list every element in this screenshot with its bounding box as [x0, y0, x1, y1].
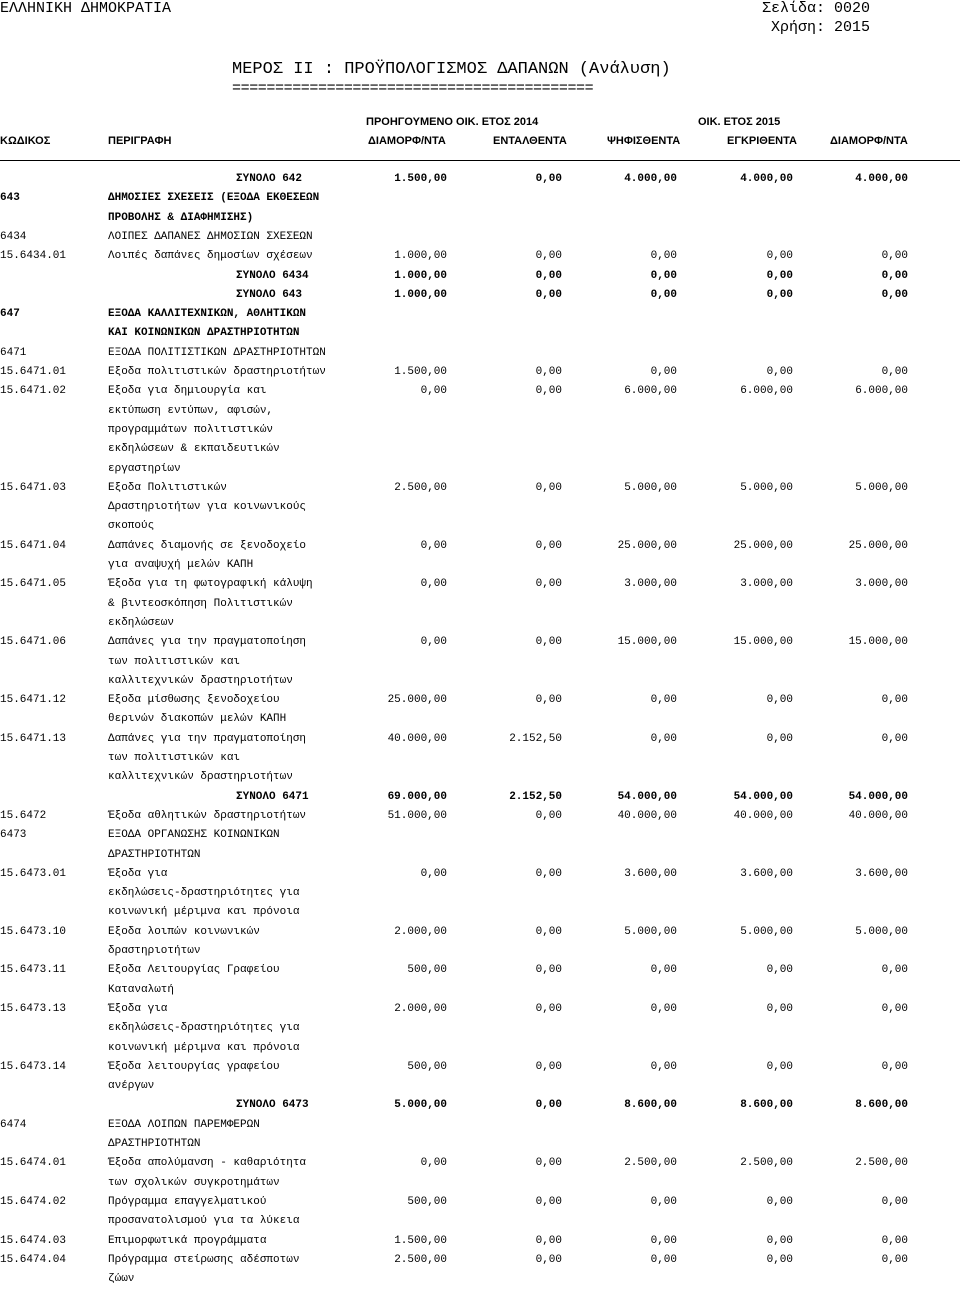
amount-cell: 2.500,00 — [394, 481, 447, 494]
col-header-desc: ΠΕΡΙΓΡΑΦΗ — [108, 135, 172, 147]
amount-cell: 0,00 — [650, 366, 677, 378]
table-row — [0, 556, 960, 575]
table-row — [0, 1154, 960, 1173]
amount-cell: 69.000,00 — [387, 790, 447, 803]
row-description: ζώων — [108, 1273, 135, 1286]
amount-cell: 25.000,00 — [617, 539, 677, 552]
header-divider — [0, 160, 960, 161]
amount-cell: 5.000,00 — [624, 925, 677, 938]
table-row — [0, 826, 960, 845]
amount-cell: 0,00 — [766, 1060, 793, 1073]
amount-cell: 0,00 — [535, 867, 562, 880]
amount-cell: 0,00 — [650, 732, 677, 745]
row-code: 15.6471.13 — [0, 732, 67, 745]
amount-cell: 1.000,00 — [394, 288, 447, 301]
row-description: Δαπάνες για την πραγματοποίηση — [108, 636, 307, 649]
total-row — [0, 267, 960, 286]
amount-cell: 3.000,00 — [855, 578, 908, 591]
table-row — [0, 595, 960, 614]
row-description: για αναψυχή μελών ΚΑΠΗ — [108, 559, 254, 571]
amount-cell: 0,00 — [535, 250, 562, 263]
row-description: θερινών διακοπών μελών ΚΑΠΗ — [108, 713, 287, 726]
row-description: εκδηλώσεις-δραστηριότητες για — [108, 1022, 300, 1035]
amount-cell: 0,00 — [535, 964, 562, 977]
table-row — [0, 1174, 960, 1193]
amount-cell: 54.000,00 — [848, 790, 908, 803]
col-header-prev-modified: ΔΙΑΜΟΡΦ/ΝΤΑ — [368, 135, 446, 147]
row-description: Εξοδα για δημιουργία και — [108, 385, 267, 398]
row-description: Έξοδα για — [108, 1002, 168, 1015]
amount-cell: 0,00 — [420, 539, 447, 552]
amount-cell: 1.500,00 — [394, 366, 447, 378]
row-description: Δραστηριοτήτων για κοινωνικούς — [108, 501, 307, 514]
row-code: 15.6471.06 — [0, 636, 67, 649]
cur-year-label: ΟΙΚ. ΕΤΟΣ 2015 — [698, 116, 781, 128]
table-row — [0, 807, 960, 826]
table-row — [0, 1193, 960, 1212]
table-row — [0, 672, 960, 691]
amount-cell: 0,00 — [881, 1195, 908, 1208]
row-description: ΚΑΙ ΚΟΙΝΩΝΙΚΩΝ ΔΡΑΣΤΗΡΙΟΤΗΤΩΝ — [108, 327, 300, 340]
row-description: Καταναλωτή — [108, 983, 175, 996]
amount-cell: 2.500,00 — [855, 1157, 908, 1170]
amount-cell: 2.500,00 — [394, 1253, 447, 1266]
row-code: 15.6473.10 — [0, 925, 67, 938]
amount-cell: 5.000,00 — [855, 925, 908, 938]
table-row — [0, 479, 960, 498]
table-row — [0, 440, 960, 459]
table-row — [0, 633, 960, 652]
total-label: ΣΥΝΟΛΟ 6473 — [236, 1099, 309, 1112]
amount-cell: 500,00 — [407, 964, 447, 977]
amount-cell: 500,00 — [407, 1195, 447, 1208]
table-row — [0, 942, 960, 961]
table-row — [0, 730, 960, 749]
amount-cell: 0,00 — [535, 1002, 562, 1015]
row-code: 6474 — [0, 1118, 27, 1131]
amount-cell: 0,00 — [766, 366, 793, 378]
row-description: Εξοδα λοιπών κοινωνικών — [108, 925, 260, 938]
amount-cell: 0,00 — [766, 964, 793, 977]
table-row — [0, 1077, 960, 1096]
row-description: σκοπούς — [108, 520, 155, 533]
amount-cell: 5.000,00 — [740, 925, 793, 938]
table-row — [0, 884, 960, 903]
amount-cell: 0,00 — [650, 1253, 677, 1266]
amount-cell: 1.000,00 — [394, 250, 447, 263]
row-description: των πολιτιστικών και — [108, 655, 241, 668]
row-description: Έξοδα απολύμανση - καθαριότητα — [108, 1157, 307, 1170]
row-description: ΕΞΟΔΑ ΛΟΙΠΩΝ ΠΑΡΕΜΦΕΡΩΝ — [108, 1118, 260, 1131]
amount-cell: 0,00 — [535, 385, 562, 398]
table-row — [0, 653, 960, 672]
row-code: 15.6474.03 — [0, 1234, 67, 1247]
amount-cell: 5.000,00 — [624, 481, 677, 494]
amount-cell: 5.000,00 — [855, 481, 908, 494]
row-description: προσανατολισμού για τα λύκεια — [108, 1215, 300, 1228]
row-code: 6473 — [0, 829, 27, 842]
amount-cell: 0,00 — [881, 1060, 908, 1073]
amount-cell: 0,00 — [766, 694, 793, 707]
amount-cell: 6.000,00 — [855, 385, 908, 398]
row-description: ΕΞΟΔΑ ΟΡΓΑΝΩΣΗΣ ΚΟΙΝΩΝΙΚΩΝ — [108, 829, 280, 842]
table-row — [0, 402, 960, 421]
row-description: εκδηλώσεων & εκπαιδευτικών — [108, 443, 280, 456]
table-row — [0, 460, 960, 479]
amount-cell: 0,00 — [650, 694, 677, 707]
amount-cell: 0,00 — [535, 925, 562, 938]
amount-cell: 1.000,00 — [394, 269, 447, 282]
header-country: ΕΛΛΗΝΙΚΗ ΔΗΜΟΚΡΑΤΙΑ — [0, 0, 172, 17]
row-code: 15.6472 — [0, 809, 47, 822]
amount-cell: 0,00 — [535, 1195, 562, 1208]
row-code: 15.6471.04 — [0, 539, 67, 552]
table-row — [0, 981, 960, 1000]
amount-cell: 0,00 — [881, 366, 908, 378]
row-code: 15.6474.01 — [0, 1157, 67, 1170]
amount-cell: 0,00 — [535, 481, 562, 494]
row-description: Έξοδα λειτουργίας γραφείου — [108, 1060, 280, 1073]
row-description: Έξοδα για — [108, 867, 168, 880]
amount-cell: 0,00 — [535, 539, 562, 552]
row-description: εκδηλώσεων — [108, 616, 175, 629]
amount-cell: 0,00 — [535, 1253, 562, 1266]
amount-cell: 54.000,00 — [617, 790, 677, 803]
title-underline: ========================================== — [232, 80, 594, 97]
amount-cell: 40.000,00 — [617, 809, 677, 822]
amount-cell: 0,00 — [881, 1253, 908, 1266]
amount-cell: 3.000,00 — [740, 578, 793, 591]
row-description: Έξοδα αθλητικών δραστηριοτήτων — [108, 809, 307, 822]
amount-cell: 0,00 — [535, 269, 562, 282]
amount-cell: 15.000,00 — [848, 636, 908, 649]
total-label: ΣΥΝΟΛΟ 6471 — [236, 790, 309, 803]
amount-cell: 0,00 — [535, 809, 562, 822]
row-description: κοινωνική μέριμνα και πρόνοια — [108, 906, 300, 919]
amount-cell: 0,00 — [420, 1157, 447, 1170]
table-row — [0, 537, 960, 556]
col-header-cur-modified: ΔΙΑΜΟΡΦ/ΝΤΑ — [830, 135, 908, 147]
amount-cell: 0,00 — [420, 636, 447, 649]
amount-cell: 4.000,00 — [855, 173, 908, 185]
col-header-approved: ΕΓΚΡΙΘΕΝΤΑ — [727, 135, 797, 147]
amount-cell: 0,00 — [766, 1253, 793, 1266]
table-row — [0, 710, 960, 729]
total-row — [0, 788, 960, 807]
amount-cell: 0,00 — [535, 366, 562, 378]
table-row — [0, 189, 960, 208]
amount-cell: 0,00 — [766, 269, 793, 282]
row-code: 15.6471.01 — [0, 366, 67, 378]
table-row — [0, 1232, 960, 1251]
amount-cell: 0,00 — [766, 288, 793, 301]
amount-cell: 15.000,00 — [617, 636, 677, 649]
row-description: Εξοδα πολιτιστικών δραστηριοτήτων — [108, 366, 326, 378]
amount-cell: 0,00 — [881, 1234, 908, 1247]
table-row — [0, 382, 960, 401]
amount-cell: 500,00 — [407, 1060, 447, 1073]
total-row — [0, 1096, 960, 1115]
row-code: 15.6474.02 — [0, 1195, 67, 1208]
amount-cell: 8.600,00 — [740, 1099, 793, 1112]
prev-year-label: ΠΡΟΗΓΟΥΜΕΝΟ ΟΙΚ. ΕΤΟΣ 2014 — [366, 116, 539, 128]
table-row — [0, 865, 960, 884]
amount-cell: 3.600,00 — [855, 867, 908, 880]
row-code: 6471 — [0, 346, 27, 359]
amount-cell: 2.000,00 — [394, 1002, 447, 1015]
header-fiscal-year: Χρήση: 2015 — [770, 19, 870, 36]
table-row — [0, 903, 960, 922]
amount-cell: 2.500,00 — [740, 1157, 793, 1170]
amount-cell: 54.000,00 — [733, 790, 793, 803]
amount-cell: 51.000,00 — [387, 809, 447, 822]
col-header-voted: ΨΗΦΙΣΘΕΝΤΑ — [607, 135, 681, 147]
table-row — [0, 1212, 960, 1231]
row-description: & βιντεοσκόπηση Πολιτιστικών — [108, 597, 293, 610]
amount-cell: 4.000,00 — [740, 173, 793, 185]
row-code: 15.6471.12 — [0, 694, 67, 707]
row-description: Εξοδα μίσθωσης ξενοδοχείου — [108, 694, 280, 707]
amount-cell: 40.000,00 — [387, 732, 447, 745]
table-row — [0, 923, 960, 942]
amount-cell: 0,00 — [766, 1234, 793, 1247]
row-description: Επιμορφωτικά προγράμματα — [108, 1234, 267, 1247]
row-code: 647 — [0, 308, 20, 321]
amount-cell: 25.000,00 — [848, 539, 908, 552]
table-row — [0, 846, 960, 865]
amount-cell: 5.000,00 — [740, 481, 793, 494]
row-code: 643 — [0, 192, 20, 205]
header-page-number: Σελίδα: 0020 — [761, 0, 870, 17]
row-code: 6434 — [0, 230, 27, 243]
row-description: Εξοδα Πολιτιστικών — [108, 481, 227, 494]
amount-cell: 0,00 — [766, 1195, 793, 1208]
row-code: 15.6471.05 — [0, 578, 67, 591]
amount-cell: 0,00 — [881, 288, 908, 301]
row-code: 15.6473.01 — [0, 867, 67, 880]
amount-cell: 6.000,00 — [740, 385, 793, 398]
amount-cell: 0,00 — [881, 964, 908, 977]
row-description: κοινωνική μέριμνα και πρόνοια — [108, 1041, 300, 1054]
row-code: 15.6473.13 — [0, 1002, 67, 1015]
amount-cell: 4.000,00 — [624, 173, 677, 185]
amount-cell: 8.600,00 — [624, 1099, 677, 1112]
row-description: εκτύπωση εντύπων, αφισών, — [108, 404, 274, 417]
amount-cell: 15.000,00 — [733, 636, 793, 649]
col-header-code: ΚΩΔΙΚΟΣ — [0, 135, 51, 147]
amount-cell: 0,00 — [881, 732, 908, 745]
total-label: ΣΥΝΟΛΟ 642 — [236, 173, 303, 185]
row-description: ΔΡΑΣΤΗΡΙΟΤΗΤΩΝ — [108, 1138, 201, 1150]
amount-cell: 2.000,00 — [394, 925, 447, 938]
row-description: Πρόγραμμα στείρωσης αδέσποτων — [108, 1253, 300, 1266]
amount-cell: 0,00 — [881, 1002, 908, 1015]
amount-cell: 0,00 — [535, 1060, 562, 1073]
table-row — [0, 421, 960, 440]
amount-cell: 0,00 — [881, 250, 908, 263]
amount-cell: 0,00 — [766, 732, 793, 745]
row-description: ΔΡΑΣΤΗΡΙΟΤΗΤΩΝ — [108, 848, 201, 861]
row-description: ΛΟΙΠΕΣ ΔΑΠΑΝΕΣ ΔΗΜΟΣΙΩΝ ΣΧΕΣΕΩΝ — [108, 230, 313, 243]
table-row — [0, 517, 960, 536]
row-code: 15.6473.14 — [0, 1060, 67, 1073]
amount-cell: 3.000,00 — [624, 578, 677, 591]
table-row — [0, 1058, 960, 1077]
table-row — [0, 614, 960, 633]
table-row — [0, 961, 960, 980]
amount-cell: 0,00 — [535, 173, 562, 185]
row-description: Δαπάνες για την πραγματοποίηση — [108, 732, 307, 745]
amount-cell: 1.500,00 — [394, 173, 447, 185]
amount-cell: 0,00 — [650, 1195, 677, 1208]
amount-cell: 0,00 — [420, 385, 447, 398]
total-label: ΣΥΝΟΛΟ 6434 — [236, 269, 309, 282]
amount-cell: 1.500,00 — [394, 1234, 447, 1247]
table-row — [0, 1039, 960, 1058]
amount-cell: 0,00 — [420, 578, 447, 591]
amount-cell: 0,00 — [766, 250, 793, 263]
total-label: ΣΥΝΟΛΟ 643 — [236, 288, 303, 301]
row-description: Πρόγραμμα επαγγελματικού — [108, 1195, 267, 1208]
amount-cell: 25.000,00 — [733, 539, 793, 552]
row-description: Λοιπές δαπάνες δημοσίων σχέσεων — [108, 250, 313, 263]
table-row — [0, 575, 960, 594]
amount-cell: 0,00 — [535, 288, 562, 301]
table-row — [0, 1000, 960, 1019]
table-row — [0, 1019, 960, 1038]
amount-cell: 3.600,00 — [624, 867, 677, 880]
row-description: προγραμμάτων πολιτιστικών — [108, 423, 274, 436]
row-description: Δαπάνες διαμονής σε ξενοδοχείο — [108, 539, 307, 552]
col-header-ordered: ΕΝΤΑΛΘΕΝΤΑ — [493, 135, 567, 147]
amount-cell: 0,00 — [650, 250, 677, 263]
row-description: Έξοδα για τη φωτογραφική κάλυψη — [108, 578, 313, 591]
row-description: εκδηλώσεις-δραστηριότητες για — [108, 887, 300, 900]
row-code: 15.6474.04 — [0, 1253, 67, 1266]
row-description: ΕΞΟΔΑ ΠΟΛΙΤΙΣΤΙΚΩΝ ΔΡΑΣΤΗΡΙΟΤΗΤΩΝ — [108, 346, 326, 359]
amount-cell: 40.000,00 — [733, 809, 793, 822]
row-description: καλλιτεχνικών δραστηριοτήτων — [108, 771, 293, 784]
amount-cell: 0,00 — [650, 1002, 677, 1015]
amount-cell: 0,00 — [535, 636, 562, 649]
amount-cell: 2.152,50 — [509, 790, 562, 803]
amount-cell: 0,00 — [420, 867, 447, 880]
amount-cell: 0,00 — [881, 694, 908, 707]
amount-cell: 8.600,00 — [855, 1099, 908, 1112]
amount-cell: 0,00 — [766, 1002, 793, 1015]
row-description: ΔΗΜΟΣΙΕΣ ΣΧΕΣΕΙΣ (ΕΞΟΔΑ ΕΚΘΕΣΕΩΝ — [108, 192, 320, 205]
row-description: ανέργων — [108, 1080, 155, 1093]
table-row — [0, 768, 960, 787]
table-row — [0, 247, 960, 266]
amount-cell: 0,00 — [535, 1157, 562, 1170]
amount-cell: 0,00 — [650, 1234, 677, 1247]
total-row — [0, 170, 960, 189]
amount-cell: 0,00 — [535, 578, 562, 591]
amount-cell: 5.000,00 — [394, 1099, 447, 1112]
table-row — [0, 1270, 960, 1289]
row-description: ΕΞΟΔΑ ΚΑΛΛΙΤΕΧΝΙΚΩΝ, ΑΘΛΗΤΙΚΩΝ — [108, 308, 307, 321]
row-description: των σχολικών συγκροτημάτων — [108, 1176, 280, 1189]
row-code: 15.6473.11 — [0, 964, 67, 977]
table-row — [0, 305, 960, 324]
amount-cell: 2.500,00 — [624, 1157, 677, 1170]
row-description: δραστηριοτήτων — [108, 945, 201, 957]
amount-cell: 25.000,00 — [387, 694, 447, 707]
amount-cell: 2.152,50 — [509, 732, 562, 745]
amount-cell: 0,00 — [881, 269, 908, 282]
row-code: 15.6434.01 — [0, 250, 67, 263]
amount-cell: 0,00 — [650, 964, 677, 977]
amount-cell: 0,00 — [650, 1060, 677, 1073]
table-row — [0, 749, 960, 768]
amount-cell: 3.600,00 — [740, 867, 793, 880]
table-row — [0, 1135, 960, 1154]
table-row — [0, 691, 960, 710]
row-description: εργαστηρίων — [108, 462, 181, 475]
amount-cell: 0,00 — [535, 1234, 562, 1247]
row-description: Εξοδα Λειτουργίας Γραφείου — [108, 964, 280, 977]
row-code: 15.6471.02 — [0, 385, 67, 398]
row-description: καλλιτεχνικών δραστηριοτήτων — [108, 674, 293, 687]
row-description: των πολιτιστικών και — [108, 752, 241, 764]
total-row — [0, 286, 960, 305]
table-row — [0, 498, 960, 517]
table-row — [0, 228, 960, 247]
amount-cell: 0,00 — [650, 269, 677, 282]
page-title: ΜΕΡΟΣ ΙΙ : ΠΡΟΫΠΟΛΟΓΙΣΜΟΣ ΔΑΠΑΝΩΝ (Ανάλυση) — [232, 60, 671, 79]
row-code: 15.6471.03 — [0, 481, 67, 494]
amount-cell: 6.000,00 — [624, 385, 677, 398]
table-row — [0, 209, 960, 228]
table-row — [0, 1251, 960, 1270]
amount-cell: 0,00 — [650, 288, 677, 301]
table-row — [0, 1116, 960, 1135]
table-row — [0, 363, 960, 382]
row-description: ΠΡΟΒΟΛΗΣ & ΔΙΑΦΗΜΙΣΗΣ) — [108, 211, 254, 224]
amount-cell: 40.000,00 — [848, 809, 908, 822]
table-row — [0, 324, 960, 343]
table-row — [0, 344, 960, 363]
amount-cell: 0,00 — [535, 1099, 562, 1112]
amount-cell: 0,00 — [535, 694, 562, 707]
